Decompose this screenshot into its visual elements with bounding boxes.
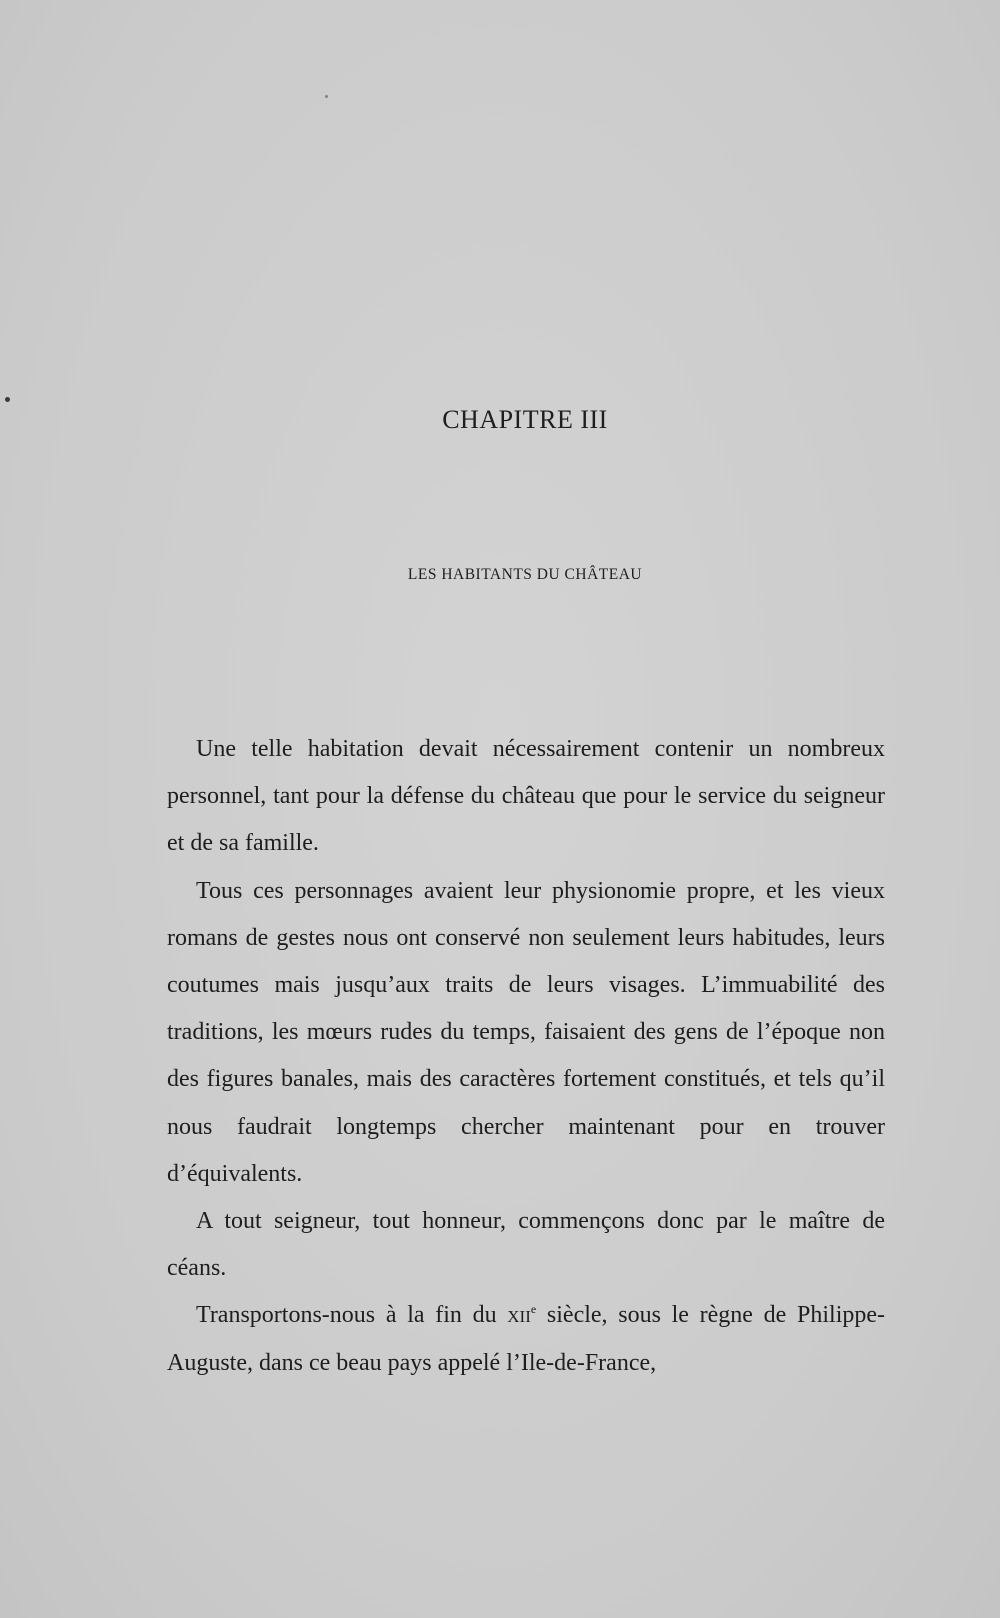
- paragraph: [167, 1292, 885, 1386]
- paragraph: Tous ces personnages avaient leur physionomie propre, et les vieux romans de gestes nous ont conservé non seulement leurs habitudes, leurs coutumes mais jusqu’aux traits de leurs visages. L’immuabilité des traditions, les mœurs rudes du temps, faisaient des gens de l’époque non des figures banales, mais des caractères fortement constitués, et tels qu’il nous faudrait longtemps chercher maintenant pour en trouver d’équivalents.: [167, 877, 885, 1187]
- century-numeral: xii: [507, 1302, 531, 1329]
- ink-speck: [5, 397, 10, 402]
- chapter-heading: CHAPITRE III: [442, 405, 608, 434]
- paragraph: Une telle habitation devait nécessairement contenir un nombreux personnel, tant pour la défense du château que pour le service du seigneur et de sa famille.: [167, 736, 885, 857]
- ink-speck: [325, 95, 328, 98]
- century-superscript: e: [530, 1302, 537, 1317]
- paragraph-text: Transportons-nous à la fin du: [196, 1302, 508, 1329]
- paragraph-text: siècle, sous le règne de Philippe-Auguste, dans ce beau pays appelé l’Ile-de-France,: [167, 1302, 886, 1376]
- paragraph: A tout seigneur, tout honneur, commençons donc par le maître de céans.: [167, 1208, 885, 1282]
- body-text: [167, 726, 885, 1387]
- chapter-title: LES HABITANTS DU CHÂTEAU: [407, 566, 643, 583]
